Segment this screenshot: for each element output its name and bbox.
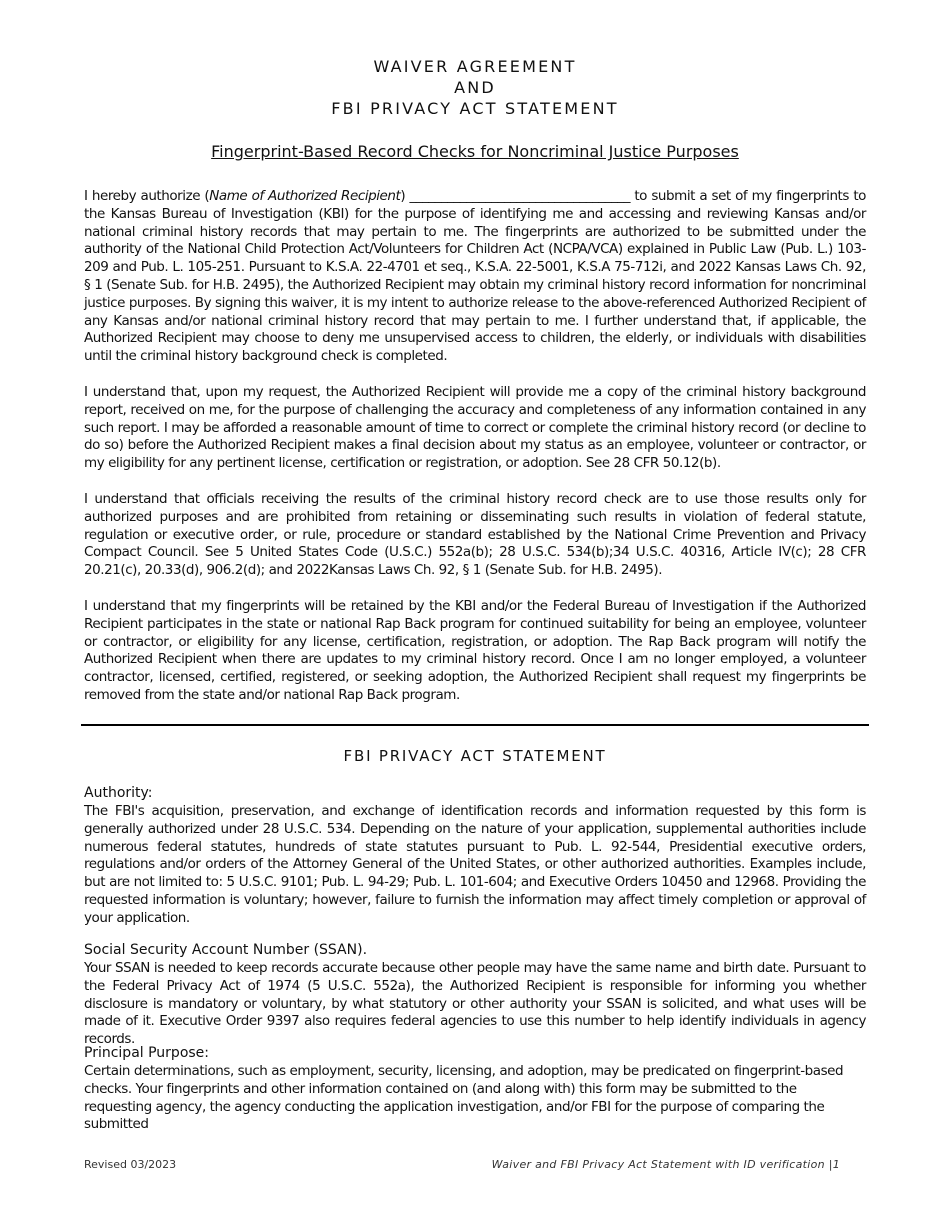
authority-text: The FBI's acquisition, preservation, and exchange of identification records and information requested by this form is generally authorized under 28 U.S.C. 534. Depending on the nature of your application, supplemental authorities include numerous federal statutes, hundreds of state statutes pursuant to Pub. L. 92-544, Presidential executive orders, regulations and/or orders of the Attorney General of the United States, or other authorized authorities. Examples include, but are not limited to: 5 U.S.C. 9101; Pub. L. 94-29; Pub. L. 101-604; and Executive Orders 10450 and 12968. Providing the requested information is voluntary; however, failure to furnish the information may affect timely completion or approval of your application. (84, 803, 866, 926)
waiver-paragraph-4: I understand that my fingerprints will be retained by the KBI and/or the Federal Bureau of Investigation if the Authorized Recipient participates in the state or national Rap Back program for continued suitability for being an employee, volunteer or contractor, or eligibility for any license, certification, registration, or adoption. The Rap Back program will notify the Authorized Recipient when there are updates to my criminal history record. Once I am no longer employed, a volunteer contractor, licensed, certified, registered, or seeking adoption, the Authorized Recipient shall request my fingerprints be removed from the state and/or national Rap Back program. (84, 598, 866, 703)
authority-heading: Authority: (84, 785, 153, 801)
section-divider (81, 724, 869, 726)
authorized-recipient-label: Name of Authorized Recipient (209, 188, 401, 204)
waiver-p1-rest: ) ___________________________________ to submit a set of my fingerprints to the Kansas Bureau of Investigation (KBI) for the purpose of identifying me and accessing and reviewing Kansas and/or national criminal history records that may pertain to me. The fingerprints are authorized to be submitted under the authority of the National Child Protection Act/Volunteers for Children Act (NCPA/VCA) explained in Public Law (Pub. L.) 103-209 and Pub. L. 105-251. Pursuant to K.S.A. 22-4701 et seq., K.S.A. 22-5001, K.S.A 75-712i, and 2022 Kansas Laws Ch. 92, § 1 (Senate Sub. for H.B. 2495), the Authorized Recipient may obtain my criminal history record information for noncriminal justice purposes. By signing this waiver, it is my intent to authorize release to the above-referenced Authorized Recipient of any Kansas and/or national criminal history record that may pertain to me. I further understand that, if applicable, the Authorized Recipient may choose to deny me unsupervised access to children, the elderly, or individuals with disabilities until the criminal history background check is completed. (84, 188, 866, 365)
waiver-paragraph-2: I understand that, upon my request, the Authorized Recipient will provide me a copy of the criminal history background report, received on me, for the purpose of challenging the accuracy and completeness of any information contained in any such report. I may be afforded a reasonable amount of time to correct or complete the criminal history record (or decline to do so) before the Authorized Recipient makes a final decision about my status as an employee, volunteer or contractor, or my eligibility for any pertinent license, certification or registration, or adoption. See 28 CFR 50.12(b). (84, 384, 866, 472)
purpose-text: Certain determinations, such as employment, security, licensing, and adoption, may be predicated on fingerprint-based checks. Your fingerprints and other information contained on (and along with) this form may be submitted to the requesting agency, the agency conducting the application investigation, and/or FBI for the purpose of comparing the submitted (84, 1063, 844, 1133)
purpose-heading: Principal Purpose: (84, 1045, 210, 1061)
document-subtitle: Fingerprint-Based Record Checks for Noncriminal Justice Purposes (211, 142, 739, 161)
waiver-p1-start: I hereby authorize ( (84, 188, 210, 204)
ssan-text: Your SSAN is needed to keep records accurate because other people may have the same name and birth date. Pursuant to the Federal Privacy Act of 1974 (5 U.S.C. 552a), the Authorized Recipient is responsible for informing you whether disclosure is mandatory or voluntary, by what statutory or other authority your SSAN is solicited, and what uses will be made of it. Executive Order 9397 also requires federal agencies to use this number to help identify individuals in agency records. (84, 960, 866, 1048)
document-title (0, 56, 950, 119)
title-line-2: AND (454, 78, 496, 97)
title-line-1: WAIVER AGREEMENT (373, 57, 577, 76)
title-line-3: FBI PRIVACY ACT STATEMENT (331, 99, 619, 118)
page-footer-label: Waiver and FBI Privacy Act Statement with ID verification |1 (491, 1158, 840, 1171)
ssan-heading: Social Security Account Number (SSAN). (84, 942, 368, 958)
waiver-paragraph-1 (84, 188, 866, 366)
waiver-paragraph-3: I understand that officials receiving the results of the criminal history record check are to use those results only for authorized purposes and are prohibited from retaining or disseminating such results in violation of federal statute, regulation or executive order, or rule, procedure or standard established by the National Crime Prevention and Privacy Compact Council. See 5 United States Code (U.S.C.) 552a(b); 28 U.S.C. 534(b);34 U.S.C. 40316, Article IV(c); 28 CFR 20.21(c), 20.33(d), 906.2(d); and 2022Kansas Laws Ch. 92, § 1 (Senate Sub. for H.B. 2495). (84, 491, 866, 579)
privacy-section-title: FBI PRIVACY ACT STATEMENT (343, 747, 607, 765)
revision-date: Revised 03/2023 (84, 1158, 177, 1171)
